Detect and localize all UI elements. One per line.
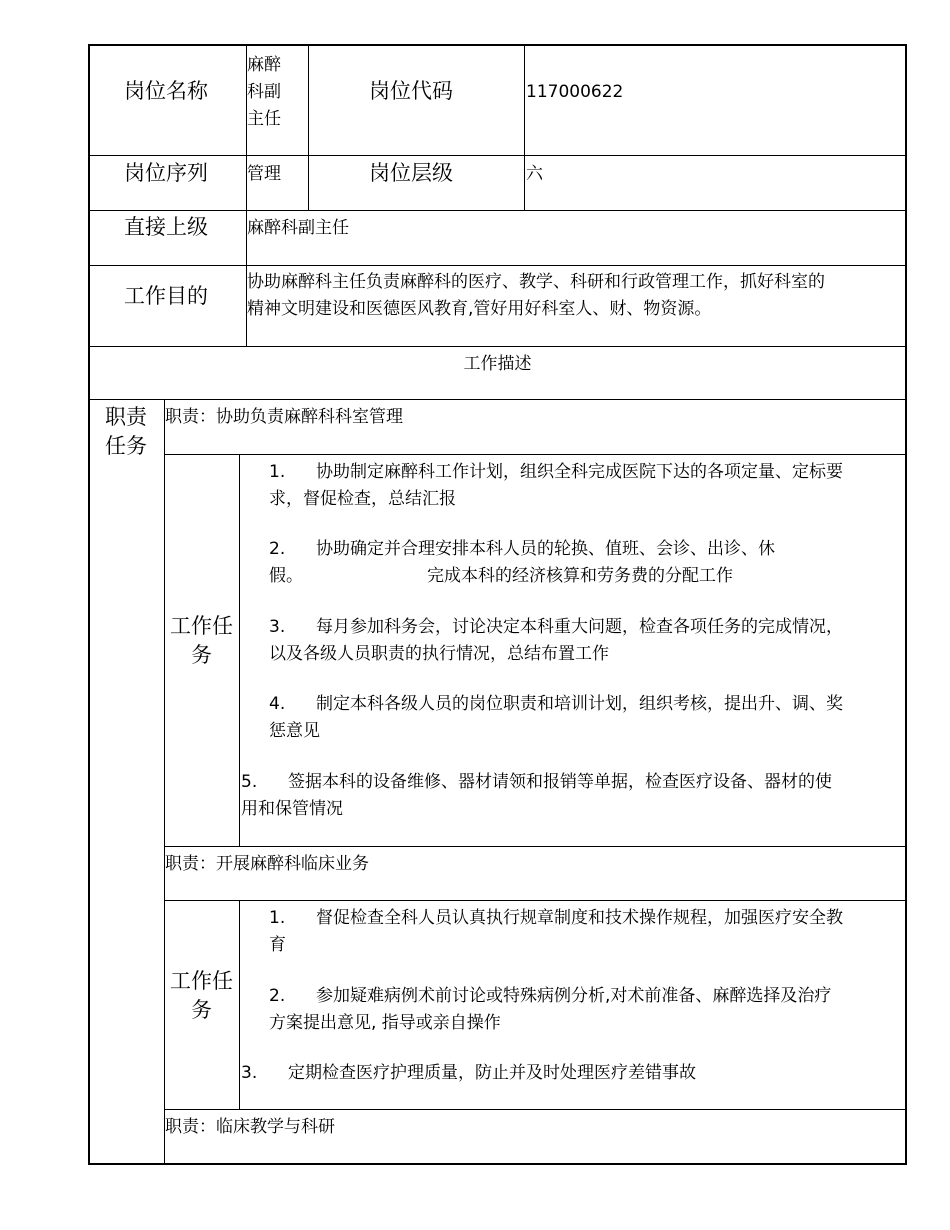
supervisor-value: 麻醉科副主任	[247, 218, 349, 238]
position-code-label: 岗位代码	[369, 79, 453, 103]
duty-label: 任务	[105, 434, 147, 458]
supervisor-label: 直接上级	[124, 215, 208, 239]
table-border-bottom	[88, 1163, 907, 1165]
task-line: 每月参加科务会，讨论决定本科重大问题，检查各项任务的完成情况，	[316, 617, 843, 637]
position-code-value: 117000622	[526, 82, 624, 102]
row-divider	[164, 900, 907, 901]
task-line: 育	[269, 935, 286, 955]
task-line: 方案提出意见, 指导或亲自操作	[269, 1013, 501, 1033]
row-divider	[88, 155, 907, 156]
task-number: 2.	[269, 986, 286, 1006]
task-number: 4.	[269, 694, 286, 714]
task-number: 2.	[269, 539, 286, 559]
position-name-value-line: 科副	[247, 82, 281, 102]
purpose-line: 协助麻醉科主任负责麻醉科的医疗、教学、科研和行政管理工作，抓好科室的	[247, 272, 825, 292]
task-line: 协助制定麻醉科工作计划，组织全科完成医院下达的各项定量、定标要	[316, 462, 843, 482]
description-title: 工作描述	[463, 354, 532, 374]
table-border-right	[905, 44, 907, 1165]
row-divider	[88, 265, 907, 266]
task-line: 用和保管情况	[241, 799, 343, 819]
task-number: 3.	[269, 617, 286, 637]
row-divider	[164, 846, 907, 847]
task-line: 协助确定并合理安排本科人员的轮换、值班、会诊、出诊、休	[316, 539, 775, 559]
level-label: 岗位层级	[369, 161, 453, 185]
task-line: 惩意见	[269, 721, 320, 741]
row-divider	[88, 399, 907, 400]
position-name-value-line: 主任	[247, 109, 281, 129]
duty-title: 职责：开展麻醉科临床业务	[165, 854, 369, 874]
task-line: 求，督促检查，总结汇报	[269, 489, 456, 509]
table-border-top	[88, 44, 907, 46]
task-line: 定期检查医疗护理质量，防止并及时处理医疗差错事故	[288, 1063, 696, 1083]
task-line: 参加疑难病例术前讨论或特殊病例分析,对术前准备、麻醉选择及治疗	[316, 986, 832, 1006]
duty-label: 职责	[105, 405, 147, 429]
col-divider	[524, 44, 525, 211]
task-line: 制定本科各级人员的岗位职责和培训计划，组织考核，提出升、调、奖	[316, 694, 843, 714]
col-divider	[239, 900, 240, 1110]
col-divider	[239, 454, 240, 847]
task-line: 假。	[269, 566, 303, 586]
task-number: 3.	[241, 1063, 258, 1083]
task-label: 工作任	[170, 969, 233, 993]
col-divider	[164, 399, 165, 1164]
duty-title: 职责：协助负责麻醉科科室管理	[165, 407, 403, 427]
row-divider	[88, 346, 907, 347]
task-number: 5.	[241, 772, 258, 792]
task-label: 务	[191, 998, 212, 1022]
task-number: 1.	[269, 462, 286, 482]
level-value: 六	[526, 164, 543, 184]
row-divider	[164, 454, 907, 455]
sequence-value: 管理	[247, 164, 281, 184]
sequence-label: 岗位序列	[124, 161, 208, 185]
position-name-value-line: 麻醉	[247, 55, 281, 75]
duty-title: 职责：临床教学与科研	[165, 1117, 335, 1137]
task-line: 完成本科的经济核算和劳务费的分配工作	[427, 566, 733, 586]
task-line: 督促检查全科人员认真执行规章制度和技术操作规程，加强医疗安全教	[316, 908, 843, 928]
row-divider	[88, 210, 907, 211]
task-line: 签据本科的设备维修、器材请领和报销等单据，检查医疗设备、器材的使	[288, 772, 832, 792]
position-name-label: 岗位名称	[124, 79, 208, 103]
table-border-left	[88, 44, 90, 1165]
row-divider	[164, 1109, 907, 1110]
purpose-label: 工作目的	[124, 284, 208, 308]
task-number: 1.	[269, 908, 286, 928]
task-line: 以及各级人员职责的执行情况，总结布置工作	[269, 644, 609, 664]
col-divider	[308, 44, 309, 211]
purpose-line: 精神文明建设和医德医风教育,管好用好科室人、财、物资源。	[247, 299, 712, 319]
task-label: 务	[191, 643, 212, 667]
task-label: 工作任	[170, 614, 233, 638]
